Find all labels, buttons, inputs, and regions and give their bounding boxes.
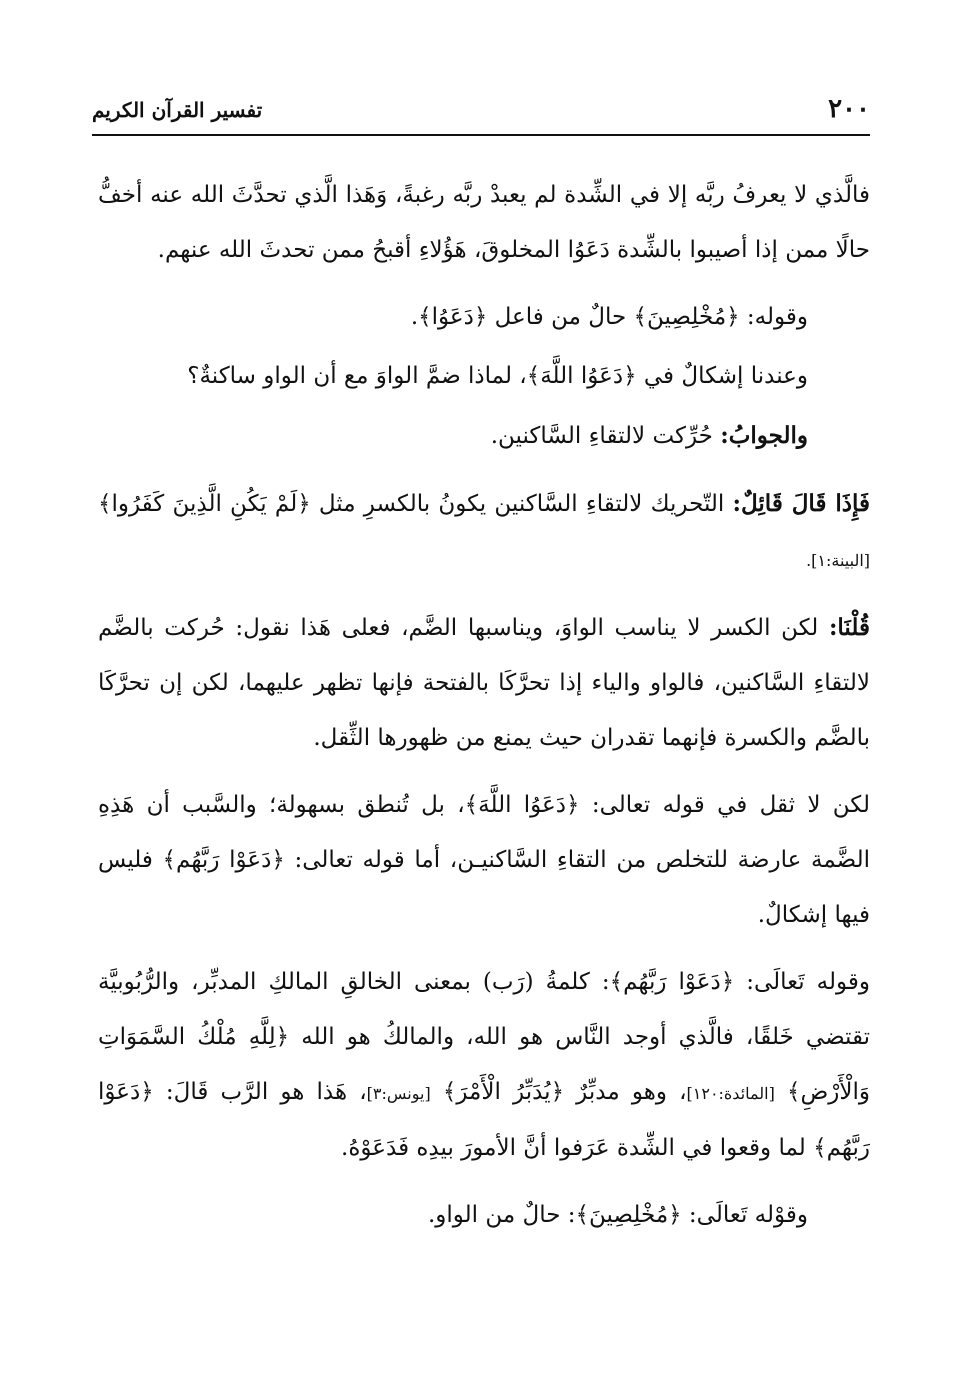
page-body xyxy=(98,168,870,1255)
paragraph-2 xyxy=(98,290,870,345)
paragraph-text: ، وهو مدبِّرٌ ﴿يُدَبِّرُ الْأَمْرَ﴾ xyxy=(430,1079,687,1105)
paragraph-text: وقوله تَعالَى: ﴿دَعَوْا رَبَّهُم﴾: كلمةُ (رَب) بمعنى الخالقِ المالكِ المدبِّر، والرُّبُوبيَّة تقتضي خَلقًا، فالَّذي أوجد النَّاس هو الله، والمالكُ هو الله ﴿لِلَّهِ مُلْكُ السَّمَوَاتِ وَالْأَرْضِ﴾ xyxy=(98,969,870,1105)
paragraph-text: حُرِّكت لالتقاءِ السَّاكنين. xyxy=(490,423,721,449)
verse-reference: [يونس:٣] xyxy=(366,1084,431,1103)
paragraph-1 xyxy=(98,168,870,278)
paragraph-text: ، هَذا هو الرَّب قَالَ: ﴿دَعَوْا رَبَّهُم﴾ لما وقعوا في الشِّدة عَرَفوا أنَّ الأمورَ بيدِه فَدَعَوْهُ. xyxy=(98,1079,870,1161)
paragraph-text: وقوله: ﴿مُخْلِصِينَ﴾ حالٌ من فاعل ﴿دَعَوُا﴾. xyxy=(410,304,808,330)
paragraph-lead: فَإِذَا قَالَ قَائِلٌ: xyxy=(732,490,870,517)
paragraph-6 xyxy=(98,600,870,766)
header-divider xyxy=(92,134,870,136)
paragraph-8 xyxy=(98,955,870,1176)
paragraph-text: التّحريك لالتقاءِ السَّاكنين يكونُ بالكسرِ مثل ﴿لَمْ يَكُنِ الَّذِينَ كَفَرُوا﴾ xyxy=(98,491,733,517)
paragraph-text: وعندنا إشكالٌ في ﴿دَعَوُا اللَّهَ﴾، لماذا ضمَّ الواوَ مع أن الواو ساكنةٌ؟ xyxy=(187,363,808,389)
paragraph-lead: والجوابُ: xyxy=(720,422,808,449)
book-title: تفسير القرآن الكريم xyxy=(92,98,263,122)
paragraph-9 xyxy=(98,1188,870,1243)
verse-reference: [المائدة:١٢٠] xyxy=(686,1084,775,1103)
paragraph-4 xyxy=(98,408,870,464)
paragraph-text: وقوْله تَعالَى: ﴿مُخْلِصِينَ﴾: حالٌ من الواو. xyxy=(427,1202,808,1228)
paragraph-5 xyxy=(98,476,870,588)
paragraph-3 xyxy=(98,349,870,404)
paragraph-text: فالَّذي لا يعرفُ ربَّه إلا في الشِّدة لم يعبدْ ربَّه رغبةً، وَهَذا الَّذي تحدَّثَ الله عنه أخفُّ حالًا ممن إذا أصيبوا بالشِّدة دَعَوُا المخلوقَ، هَؤُلاءِ أقبحُ ممن تحدثَ الله عنهم. xyxy=(98,182,870,263)
page-number: ٢٠٠ xyxy=(828,94,870,124)
verse-reference: [البينة:١]. xyxy=(806,551,870,570)
page-header xyxy=(92,92,870,136)
paragraph-text: لكن الكسر لا يناسب الواوَ، ويناسبها الضَّم، فعلى هَذا نقول: حُركت بالضَّم لالتقاءِ السَّاكنين، فالواو والياء إذا تحرَّكَا بالفتحة فإنها تظهر عليهما، لكن إن تحرَّكَا بالضَّم والكسرة فإنهما تقدران حيث يمنع من ظهورها الثِّقل. xyxy=(98,615,870,751)
paragraph-lead: قُلْنَا: xyxy=(828,614,870,641)
paragraph-text: لكن لا ثقل في قوله تعالى: ﴿دَعَوُا اللَّهَ﴾، بل تُنطق بسهولة؛ والسَّبب أن هَذِهِ الضَّمة عارضة للتخلص من التقاءِ السَّاكنيـن، أما قوله تعالى: ﴿دَعَوْا رَبَّهُم﴾ فليس فيها إشكالٌ. xyxy=(98,792,870,928)
paragraph-7 xyxy=(98,778,870,943)
